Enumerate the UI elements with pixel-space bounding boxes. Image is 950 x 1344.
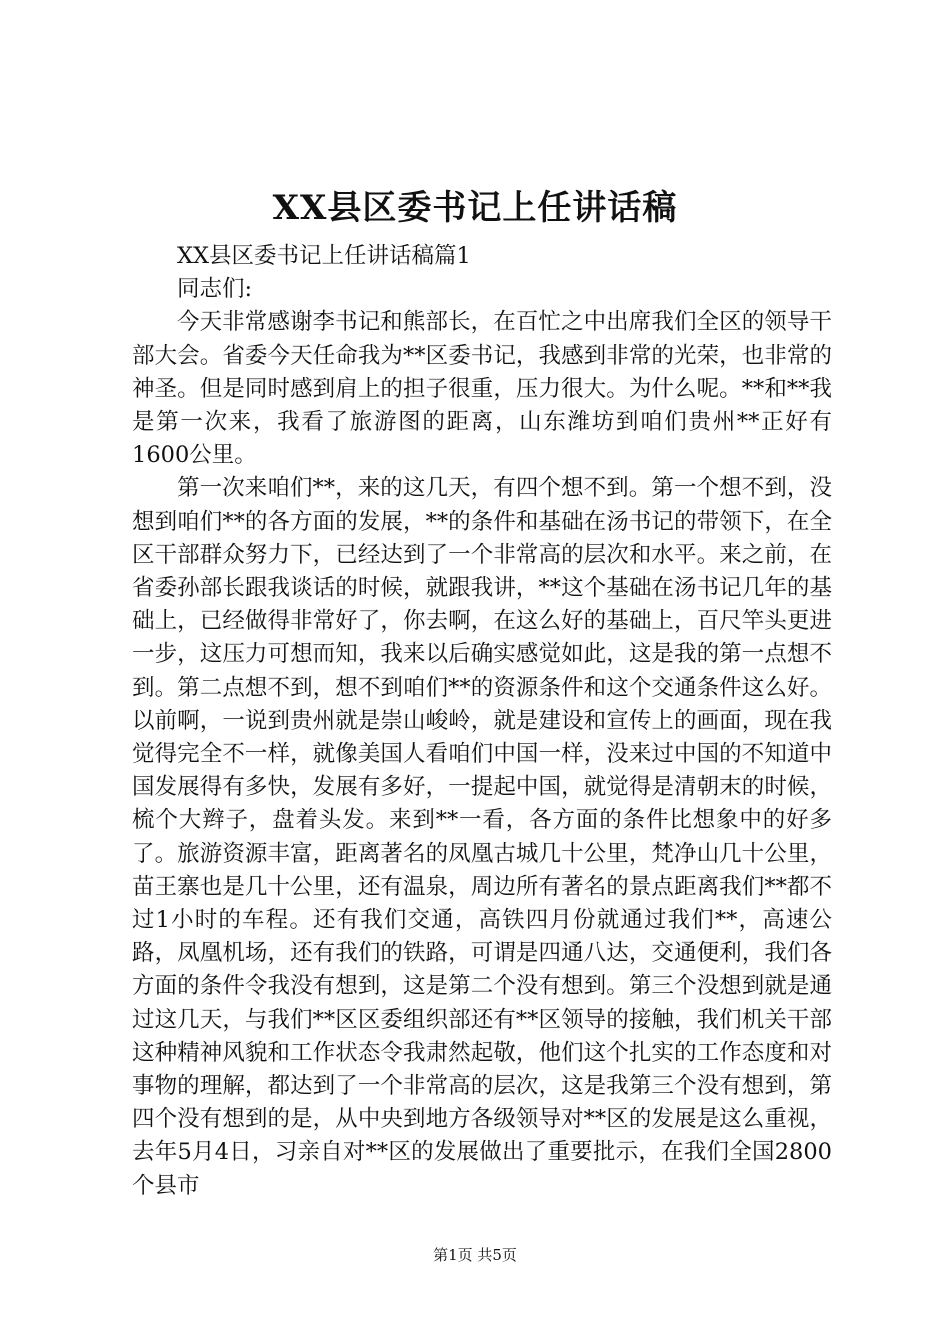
document-body [132,240,832,1203]
paragraph-2: 第一次来咱们**，来的这几天，有四个想不到。第一个想不到，没想到咱们**的各方面的发展，**的条件和基础在汤书记的带领下，在全区干部群众努力下，已经达到了一个非常高的层次和水平。来之前，在省委孙部长跟我谈话的时候，就跟我讲，**这个基础在汤书记几年的基础上，已经做得非常好了，你去啊，在这么好的基础上，百尺竿头更进一步，这压力可想而知，我来以后确实感觉如此，这是我的第一点想不到。第二点想不到，想不到咱们**的资源条件和这个交通条件这么好。以前啊，一说到贵州就是崇山峻岭，就是建设和宣传上的画面，现在我觉得完全不一样，就像美国人看咱们中国一样，没来过中国的不知道中国发展得有多快，发展有多好，一提起中国，就觉得是清朝末的时候，梳个大辫子，盘着头发。来到**一看，各方面的条件比想象中的好多了。旅游资源丰富，距离著名的凤凰古城几十公里，梵净山几十公里，苗王寨也是几十公里，还有温泉，周边所有著名的景点距离我们**都不过1小时的车程。还有我们交通，高铁四月份就通过我们**，高速公路，凤凰机场，还有我们的铁路，可谓是四通八达，交通便利，我们各方面的条件令我没有想到，这是第二个没有想到。第三个没想到就是通过这几天，与我们**区区委组织部还有**区领导的接触，我们机关干部这种精神风貌和工作状态令我肃然起敬，他们这个扎实的工作态度和对事物的理解，都达到了一个非常高的层次，这是我第三个没有想到，第四个没有想到的是，从中央到地方各级领导对**区的发展是这么重视，去年5月4日，习亲自对**区的发展做出了重要批示，在我们全国2800个县市 [132,475,832,1199]
page-number-footer: 第1页 共5页 [433,1246,517,1264]
paragraph-1: 今天非常感谢李书记和熊部长，在百忙之中出席我们全区的领导干部大会。省委今天任命我为**区委书记，我感到非常的光荣，也非常的神圣。但是同时感到肩上的担子很重，压力很大。为什么呢。**和**我是第一次来，我看了旅游图的距离，山东潍坊到咱们贵州**正好有1600公里。 [132,309,832,469]
salutation-line: 同志们: [177,276,253,303]
document-title: XX县区委书记上任讲话稿 [272,188,678,228]
subtitle-line: XX县区委书记上任讲话稿篇1 [177,243,471,269]
